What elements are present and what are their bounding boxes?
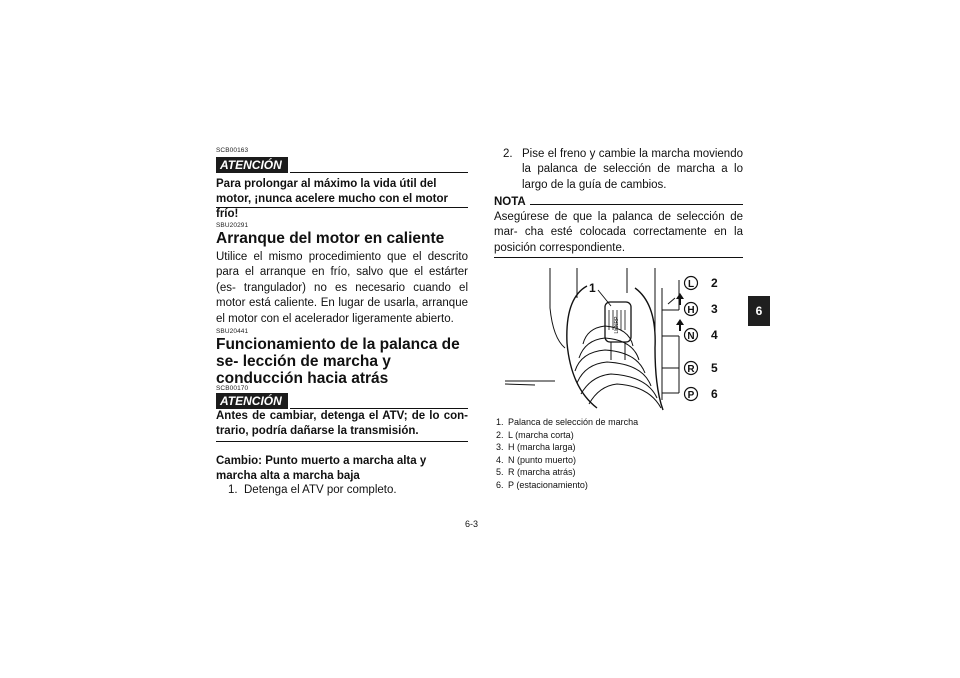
caption-item: 4. N (punto muerto) — [496, 454, 577, 465]
step-text: Pise el freno y cambie la marcha moviendo la palanca de selección de marcha a lo largo de la guía de cambios. — [522, 148, 743, 191]
caption-item: 2. L (marcha corta) — [496, 429, 574, 440]
nota-text: Asegúrese de que la palanca de selección de mar- cha esté colocada correctamente en la posición correspondiente. — [494, 211, 743, 254]
divider — [494, 257, 743, 258]
divider — [216, 441, 468, 442]
callout-3: 3 — [711, 302, 718, 316]
gear-letter-l: L — [687, 279, 695, 290]
section-code: SBU20441 — [216, 328, 249, 335]
caption-item: 3. H (marcha larga) — [496, 442, 576, 453]
atencion-label: ATENCIÓN — [216, 157, 288, 173]
list-item — [503, 147, 743, 193]
section-heading: Funcionamiento de la palanca de se- lección de marcha y conducción hacia atrás — [216, 336, 460, 387]
atencion-header — [216, 157, 468, 173]
chapter-tab: 6 — [748, 296, 770, 326]
figure-captions — [496, 416, 746, 492]
page-number: 6-3 — [465, 519, 479, 529]
divider — [290, 172, 468, 173]
nota-label: NOTA — [494, 196, 526, 208]
callout-6: 6 — [711, 387, 718, 401]
warning-text: Para prolongar al máximo la vida útil del motor, ¡nunca acelere mucho con el motor frío! — [216, 178, 448, 220]
callout-1: 1 — [589, 281, 596, 295]
warning-text: Antes de cambiar, detenga el ATV; de lo con- trario, podría dañarse la transmisión. — [216, 410, 468, 437]
nota-header — [494, 196, 743, 208]
caption-item: 1. Palanca de selección de marcha — [496, 417, 639, 427]
subheading: Cambio: Punto muerto a marcha alta y marcha alta a marcha baja — [216, 455, 427, 482]
gear-letter-n: N — [687, 331, 695, 342]
section-heading: Arranque del motor en caliente — [216, 230, 445, 247]
section-code: SBU20291 — [216, 222, 249, 229]
divider — [530, 204, 743, 205]
callout-5: 5 — [711, 361, 718, 375]
atencion-header — [216, 393, 468, 409]
gear-shift-figure — [505, 268, 735, 413]
divider — [216, 207, 468, 208]
knob-pattern-label: LHNRP — [614, 316, 620, 334]
gear-letter-h: H — [687, 305, 695, 316]
atencion-label: ATENCIÓN — [216, 393, 288, 409]
list-item — [228, 483, 468, 498]
body-paragraph: Utilice el mismo procedimiento que el descrito para el arranque en frío, salvo que el estárter (es- trangulador) no es necesario cuando el motor está caliente. En lugar de usarla, arranque el motor con el acelerador ligeramente abierto. — [216, 251, 468, 325]
gear-letter-r: R — [687, 364, 695, 375]
caption-item: 5. R (marcha atrás) — [496, 467, 576, 478]
gear-letter-p: P — [687, 390, 695, 401]
step-text: Detenga el ATV por completo. — [244, 484, 397, 496]
section-code: SCB00170 — [216, 385, 249, 392]
step-number: 1. — [228, 484, 238, 496]
caption-item: 6. P (estacionamiento) — [496, 479, 588, 490]
section-code: SCB00163 — [216, 147, 249, 154]
step-number: 2. — [503, 148, 513, 160]
callout-2: 2 — [711, 276, 718, 290]
callout-4: 4 — [711, 328, 718, 342]
